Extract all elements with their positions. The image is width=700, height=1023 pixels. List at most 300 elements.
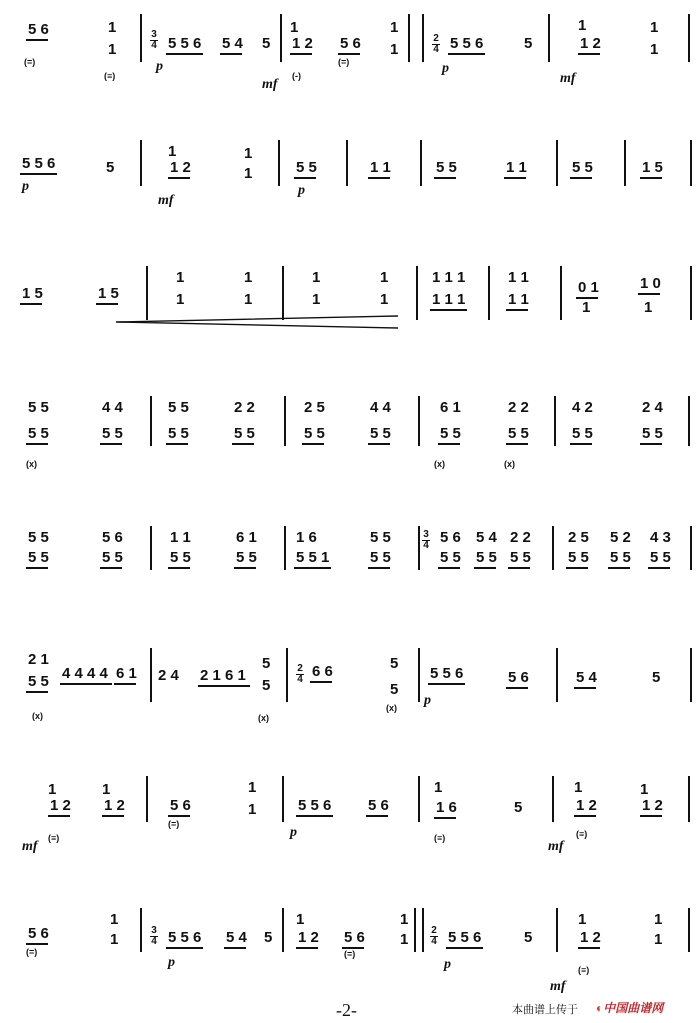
- note-group: 1: [296, 911, 305, 928]
- barline: [556, 648, 558, 702]
- note-group: 1: [108, 41, 117, 58]
- note-group: 1: [108, 19, 117, 36]
- note-group: 5 5: [476, 549, 497, 566]
- beam-underline: [168, 177, 190, 179]
- beam-underline: [366, 815, 388, 817]
- note-group: 6 6: [312, 663, 333, 680]
- barline: [286, 648, 288, 702]
- note-group: 5 4: [222, 35, 243, 52]
- note-group: 5 5: [510, 549, 531, 566]
- barline: [282, 776, 284, 822]
- note-group: 5 6: [368, 797, 389, 814]
- note-group: 5: [524, 929, 533, 946]
- note-group: 1: [248, 801, 257, 818]
- note-group: 1 2: [580, 929, 601, 946]
- time-signature: [422, 530, 430, 551]
- note-group: 2 4: [158, 667, 179, 684]
- note-group: 1 0: [640, 275, 661, 292]
- note-group: 5 5 6: [168, 35, 202, 52]
- beam-underline: [446, 947, 483, 949]
- dynamic-marking: mf: [262, 77, 278, 92]
- note-group: 6 1: [440, 399, 461, 416]
- fingering-mark: (x): [386, 703, 397, 713]
- time-signature: [432, 34, 440, 55]
- note-group: 1: [434, 779, 443, 796]
- beam-underline: [168, 567, 190, 569]
- note-group: 5 6: [170, 797, 191, 814]
- note-group: 1 1 1: [432, 269, 466, 286]
- note-group: 1: [176, 269, 185, 286]
- crescendo-hairpin: [0, 314, 700, 334]
- dynamic-marking: mf: [22, 839, 38, 854]
- note-group: 2 1: [28, 651, 49, 668]
- note-group: 1: [400, 911, 409, 928]
- note-group: 0 1: [578, 279, 599, 296]
- barline: [488, 266, 490, 320]
- site-logo-text: 中国曲谱网: [603, 1001, 664, 1015]
- beam-underline: [220, 53, 242, 55]
- time-signature-top: 3: [151, 925, 157, 936]
- beam-underline: [566, 567, 588, 569]
- page-number: -2-: [336, 1000, 357, 1020]
- beam-underline: [198, 685, 250, 687]
- beam-underline: [574, 815, 596, 817]
- note-group: 1: [110, 931, 119, 948]
- beam-underline: [232, 443, 254, 445]
- note-group: 6 1: [236, 529, 257, 546]
- beam-underline: [430, 309, 467, 311]
- time-signature-top: 3: [151, 29, 157, 40]
- note-group: 5 5: [236, 549, 257, 566]
- time-signature-top: 2: [431, 925, 437, 936]
- beam-underline: [506, 443, 528, 445]
- note-group: 1: [244, 165, 253, 182]
- beam-underline: [338, 53, 360, 55]
- beam-underline: [608, 567, 630, 569]
- dynamic-marking: p: [442, 61, 449, 76]
- note-group: 1: [110, 911, 119, 928]
- note-group: 2 5: [304, 399, 325, 416]
- note-group: 5 5: [296, 159, 317, 176]
- beam-underline: [578, 53, 600, 55]
- beam-underline: [100, 443, 122, 445]
- beam-underline: [60, 683, 112, 685]
- barline: [688, 776, 690, 822]
- beam-underline: [294, 177, 316, 179]
- note-group: 1: [244, 269, 253, 286]
- note-group: 5 6: [508, 669, 529, 686]
- note-group: 5: [652, 669, 661, 686]
- note-group: 1 2: [642, 797, 663, 814]
- note-group: 5: [390, 655, 399, 672]
- beam-underline: [26, 567, 48, 569]
- note-group: 5: [262, 35, 271, 52]
- fingering-mark: (≡): [48, 833, 60, 843]
- fingering-mark: (-): [292, 71, 301, 81]
- hairpin-lines: [116, 316, 398, 328]
- time-signature-bottom: 4: [151, 40, 157, 51]
- note-group: 5 5: [234, 425, 255, 442]
- barline: [418, 396, 420, 446]
- note-group: 5 5: [304, 425, 325, 442]
- note-group: 5 5 6: [298, 797, 332, 814]
- note-group: 5 5: [572, 425, 593, 442]
- upload-note: 本曲谱上传于: [512, 1004, 578, 1016]
- fingering-mark: (=): [26, 947, 38, 957]
- barline: [420, 140, 422, 186]
- beam-underline: [26, 443, 48, 445]
- barline: [556, 908, 558, 952]
- time-signature-top: 2: [297, 663, 303, 674]
- barline: [624, 140, 626, 186]
- note-group: 1 5: [22, 285, 43, 302]
- note-group: 5 4: [476, 529, 497, 546]
- time-signature: [430, 926, 438, 947]
- beam-underline: [640, 177, 662, 179]
- beam-underline: [234, 567, 256, 569]
- barline: [346, 140, 348, 186]
- note-group: 5 5: [508, 425, 529, 442]
- note-group: 5 5: [440, 425, 461, 442]
- note-group: 1: [654, 911, 663, 928]
- beam-underline: [368, 177, 390, 179]
- beam-underline: [166, 443, 188, 445]
- note-group: 1 2: [576, 797, 597, 814]
- note-group: 1: [650, 41, 659, 58]
- note-group: 1: [390, 19, 399, 36]
- note-group: 1: [312, 269, 321, 286]
- barline: [690, 140, 692, 186]
- note-group: 1: [574, 779, 583, 796]
- note-group: 1 5: [642, 159, 663, 176]
- note-group: 5 5 6: [450, 35, 484, 52]
- barline: [278, 140, 280, 186]
- note-group: 5 5: [370, 425, 391, 442]
- note-group: 5 5 6: [22, 155, 56, 172]
- note-group: 1: [390, 41, 399, 58]
- beam-underline: [574, 687, 596, 689]
- barline: [284, 526, 286, 570]
- beam-underline: [508, 567, 530, 569]
- beam-underline: [578, 947, 600, 949]
- beam-underline: [570, 443, 592, 445]
- beam-underline: [48, 815, 70, 817]
- fingering-mark: (x): [258, 713, 269, 723]
- barline: [422, 14, 424, 62]
- beam-underline: [438, 567, 460, 569]
- note-group: 5 5 6: [448, 929, 482, 946]
- note-group: 5 5: [436, 159, 457, 176]
- note-group: 5: [264, 929, 273, 946]
- beam-underline: [438, 443, 460, 445]
- barline: [146, 776, 148, 822]
- dynamic-marking: p: [156, 59, 163, 74]
- note-group: 1 2: [170, 159, 191, 176]
- note-group: 1: [644, 299, 653, 316]
- note-group: 2 5: [568, 529, 589, 546]
- note-group: 5: [262, 655, 271, 672]
- fingering-mark: (≡): [434, 833, 446, 843]
- fingering-mark: (≡): [578, 965, 590, 975]
- note-group: 1: [48, 781, 57, 798]
- note-group: 5 5: [168, 425, 189, 442]
- note-group: 6 1: [116, 665, 137, 682]
- beam-underline: [504, 177, 526, 179]
- barline: [418, 648, 420, 702]
- barline: [140, 908, 142, 952]
- barline: [552, 526, 554, 570]
- note-group: 5 4: [576, 669, 597, 686]
- beam-underline: [474, 567, 496, 569]
- beam-underline: [640, 815, 662, 817]
- beam-underline: [168, 815, 190, 817]
- time-signature: [150, 30, 158, 51]
- note-group: 4 2: [572, 399, 593, 416]
- time-signature: [296, 664, 304, 685]
- barline: [554, 396, 556, 446]
- note-group: 5: [262, 677, 271, 694]
- beam-underline: [26, 691, 48, 693]
- beam-underline: [638, 293, 660, 295]
- note-group: 1: [650, 19, 659, 36]
- barline: [282, 908, 284, 952]
- dynamic-marking: p: [298, 183, 305, 198]
- note-group: 1: [582, 299, 591, 316]
- note-group: 1: [244, 145, 253, 162]
- note-group: 5 5: [572, 159, 593, 176]
- time-signature-top: 2: [433, 33, 439, 44]
- time-signature-bottom: 4: [431, 936, 437, 947]
- note-group: 5 2: [610, 529, 631, 546]
- note-group: 5: [390, 681, 399, 698]
- barline: [690, 266, 692, 320]
- note-group: 1: [578, 911, 587, 928]
- note-group: 1 6: [296, 529, 317, 546]
- note-group: 5 5: [28, 399, 49, 416]
- site-logo: [596, 999, 663, 1016]
- note-group: 5 5: [650, 549, 671, 566]
- beam-underline: [428, 683, 465, 685]
- beam-underline: [506, 687, 528, 689]
- note-group: 1: [312, 291, 321, 308]
- barline: [688, 14, 690, 62]
- note-group: 1: [248, 779, 257, 796]
- note-group: 5 5: [28, 529, 49, 546]
- barline: [548, 14, 550, 62]
- barline: [688, 908, 690, 952]
- beam-underline: [114, 683, 136, 685]
- barline: [556, 140, 558, 186]
- note-group: 1 1: [508, 291, 529, 308]
- note-group: 5 6: [102, 529, 123, 546]
- note-group: 5 6: [440, 529, 461, 546]
- logo-mark-icon: ◐: [596, 1001, 604, 1015]
- time-signature-bottom: 4: [423, 540, 429, 551]
- beam-underline: [96, 303, 118, 305]
- note-group: 5 5: [440, 549, 461, 566]
- note-group: 5 6: [340, 35, 361, 52]
- note-group: 5 5: [370, 549, 391, 566]
- barline: [150, 396, 152, 446]
- note-group: 1 1: [508, 269, 529, 286]
- fingering-mark: (=): [24, 57, 36, 67]
- beam-underline: [294, 567, 331, 569]
- time-signature-top: 3: [423, 529, 429, 540]
- note-group: 1 1 1: [432, 291, 466, 308]
- barline: [688, 396, 690, 446]
- dynamic-marking: p: [444, 957, 451, 972]
- note-group: 1 2: [104, 797, 125, 814]
- barline: [280, 14, 282, 62]
- note-group: 2 2: [510, 529, 531, 546]
- beam-underline: [20, 173, 57, 175]
- beam-underline: [100, 567, 122, 569]
- note-group: 1 1: [370, 159, 391, 176]
- beam-underline: [296, 815, 333, 817]
- barline: [150, 526, 152, 570]
- barline: [418, 526, 420, 570]
- beam-underline: [368, 443, 390, 445]
- note-group: 5 6: [344, 929, 365, 946]
- barline: [418, 776, 420, 822]
- dynamic-marking: p: [22, 179, 29, 194]
- note-group: 5 5 1: [296, 549, 330, 566]
- fingering-mark: (x): [26, 459, 37, 469]
- note-group: 1 6: [436, 799, 457, 816]
- barline: [552, 776, 554, 822]
- note-group: 2 2: [234, 399, 255, 416]
- note-group: 5 5: [568, 549, 589, 566]
- time-signature-bottom: 4: [297, 674, 303, 685]
- note-group: 1 1: [170, 529, 191, 546]
- note-group: 5 5: [102, 549, 123, 566]
- note-group: 5 5: [170, 549, 191, 566]
- time-signature-bottom: 4: [151, 936, 157, 947]
- note-group: 5 5: [28, 425, 49, 442]
- note-group: 1 2: [50, 797, 71, 814]
- note-group: 1: [176, 291, 185, 308]
- barline: [422, 908, 424, 952]
- time-signature: [150, 926, 158, 947]
- note-group: 1: [290, 19, 299, 36]
- note-group: 5 6: [28, 925, 49, 942]
- beam-underline: [434, 817, 456, 819]
- beam-underline: [648, 567, 670, 569]
- note-group: 1: [380, 269, 389, 286]
- note-group: 5 5 6: [430, 665, 464, 682]
- barline: [690, 648, 692, 702]
- dynamic-marking: p: [424, 693, 431, 708]
- note-group: 1 2: [298, 929, 319, 946]
- note-group: 5 4: [226, 929, 247, 946]
- dynamic-marking: p: [168, 955, 175, 970]
- dynamic-marking: mf: [560, 71, 576, 86]
- beam-underline: [102, 815, 124, 817]
- note-group: 5 5: [28, 549, 49, 566]
- beam-underline: [224, 947, 246, 949]
- barline: [416, 266, 418, 320]
- fingering-mark: (x): [434, 459, 445, 469]
- beam-underline: [506, 309, 528, 311]
- barline: [408, 14, 410, 62]
- fingering-mark: (x): [32, 711, 43, 721]
- note-group: 1: [168, 143, 177, 160]
- note-group: 1 5: [98, 285, 119, 302]
- beam-underline: [166, 947, 203, 949]
- beam-underline: [20, 303, 42, 305]
- barline: [282, 266, 284, 320]
- fingering-mark: (≡): [576, 829, 588, 839]
- note-group: 5: [524, 35, 533, 52]
- note-group: 5 5: [642, 425, 663, 442]
- note-group: 5 5: [168, 399, 189, 416]
- beam-underline: [296, 947, 318, 949]
- note-group: 1 1: [506, 159, 527, 176]
- note-group: 5: [106, 159, 115, 176]
- beam-underline: [290, 53, 312, 55]
- beam-underline: [368, 567, 390, 569]
- barline: [690, 526, 692, 570]
- dynamic-marking: mf: [158, 193, 174, 208]
- note-group: 1: [640, 781, 649, 798]
- beam-underline: [640, 443, 662, 445]
- note-group: 4 4 4 4: [62, 665, 108, 682]
- note-group: 5 5: [28, 673, 49, 690]
- note-group: 4 4: [370, 399, 391, 416]
- note-group: 2 2: [508, 399, 529, 416]
- note-group: 5 5 6: [168, 929, 202, 946]
- barline: [284, 396, 286, 446]
- dynamic-marking: mf: [548, 839, 564, 854]
- note-group: 5 6: [28, 21, 49, 38]
- barline: [140, 14, 142, 62]
- note-group: 1: [380, 291, 389, 308]
- barline: [150, 648, 152, 702]
- note-group: 2 1 6 1: [200, 667, 246, 684]
- barline: [140, 140, 142, 186]
- note-group: 1: [400, 931, 409, 948]
- fingering-mark: (=): [168, 819, 180, 829]
- note-group: 5 5: [370, 529, 391, 546]
- fingering-mark: (≡): [104, 71, 116, 81]
- beam-underline: [434, 177, 456, 179]
- note-group: 1 2: [580, 35, 601, 52]
- note-group: 1: [578, 17, 587, 34]
- beam-underline: [26, 39, 48, 41]
- barline: [560, 266, 562, 320]
- beam-underline: [310, 681, 332, 683]
- beam-underline: [26, 943, 48, 945]
- note-group: 4 4: [102, 399, 123, 416]
- barline: [146, 266, 148, 320]
- fingering-mark: (=): [338, 57, 350, 67]
- note-group: 1: [102, 781, 111, 798]
- fingering-mark: (x): [504, 459, 515, 469]
- note-group: 2 4: [642, 399, 663, 416]
- beam-underline: [302, 443, 324, 445]
- beam-underline: [166, 53, 203, 55]
- note-group: 1: [244, 291, 253, 308]
- note-group: 5: [514, 799, 523, 816]
- fingering-mark: (=): [344, 949, 356, 959]
- barline: [414, 908, 416, 952]
- note-group: 5 5: [102, 425, 123, 442]
- note-group: 1: [654, 931, 663, 948]
- beam-underline: [448, 53, 485, 55]
- note-group: 1 2: [292, 35, 313, 52]
- dynamic-marking: mf: [550, 979, 566, 994]
- time-signature-bottom: 4: [433, 44, 439, 55]
